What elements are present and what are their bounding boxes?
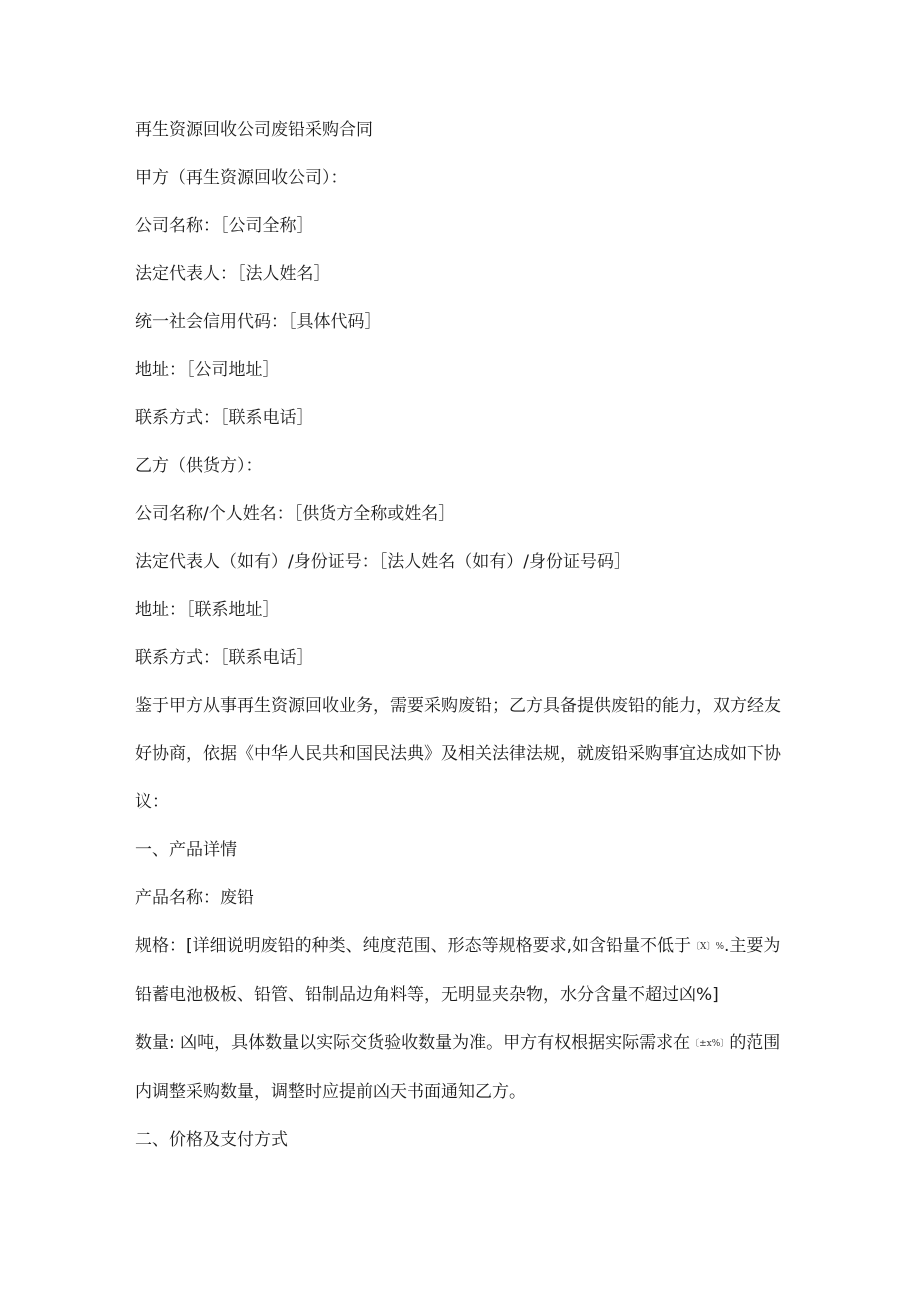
party-b-address: 地址：［联系地址］ — [135, 600, 280, 620]
party-a-heading: 甲方（再生资源回收公司）： — [135, 168, 348, 188]
spec-line: 铅蓄电池极板、铅管、铅制品边角料等，无明显夹杂物，水分含量不超过凶%] — [135, 985, 719, 1005]
section-2-heading: 二、价格及支付方式 — [135, 1130, 288, 1150]
party-b-legal-rep: 法定代表人（如有）/身份证号：［法人姓名（如有）/身份证号码］ — [135, 552, 631, 572]
quantity-placeholder: 〔±x%〕 — [690, 1039, 730, 1049]
party-a-company-name: 公司名称：［公司全称］ — [135, 216, 314, 236]
preamble-paragraph — [135, 694, 795, 814]
party-a-address: 地址：［公司地址］ — [135, 360, 280, 380]
quantity-text: 的范围 — [729, 1033, 781, 1053]
spec-line — [135, 934, 795, 959]
product-name: 产品名称：废铅 — [135, 888, 254, 908]
preamble-line: 好协商，依据《中华人民共和国民法典》及相关法律法规，就废铅采购事宜达成如下协 — [135, 744, 781, 764]
quantity-line — [135, 1031, 795, 1056]
spec-text: .主要为 — [724, 936, 781, 956]
quantity-line: 内调整采购数量，调整时应提前凶天书面通知乙方。 — [135, 1082, 526, 1102]
spec-paragraph — [135, 934, 795, 1007]
party-a-contact: 联系方式：［联系电话］ — [135, 408, 314, 428]
preamble-line: 议： — [135, 792, 169, 812]
party-b-heading: 乙方（供货方）： — [135, 456, 263, 476]
spec-text: 规格：[详细说明废铅的种类、纯度范围、形态等规格要求,如含铅量不低于 — [135, 936, 692, 956]
preamble-line: 鉴于甲方从事再生资源回收业务，需要采购废铅；乙方具备提供废铅的能力，双方经友 — [135, 696, 781, 716]
contract-title: 再生资源回收公司废铅采购合同 — [135, 120, 373, 140]
quantity-paragraph — [135, 1031, 795, 1104]
party-b-contact: 联系方式：［联系电话］ — [135, 648, 314, 668]
quantity-text: 数量: 凶吨，具体数量以实际交货验收数量为准。甲方有权根据实际需求在 — [135, 1033, 691, 1053]
spec-placeholder: 〔X〕% — [691, 942, 725, 952]
contract-body — [135, 118, 795, 1176]
party-b-company-name: 公司名称/个人姓名：［供货方全称或姓名］ — [135, 504, 456, 524]
party-a-credit-code: 统一社会信用代码：［具体代码］ — [135, 312, 382, 332]
party-a-legal-rep: 法定代表人：［法人姓名］ — [135, 264, 331, 284]
section-1-heading: 一、产品详情 — [135, 840, 237, 860]
